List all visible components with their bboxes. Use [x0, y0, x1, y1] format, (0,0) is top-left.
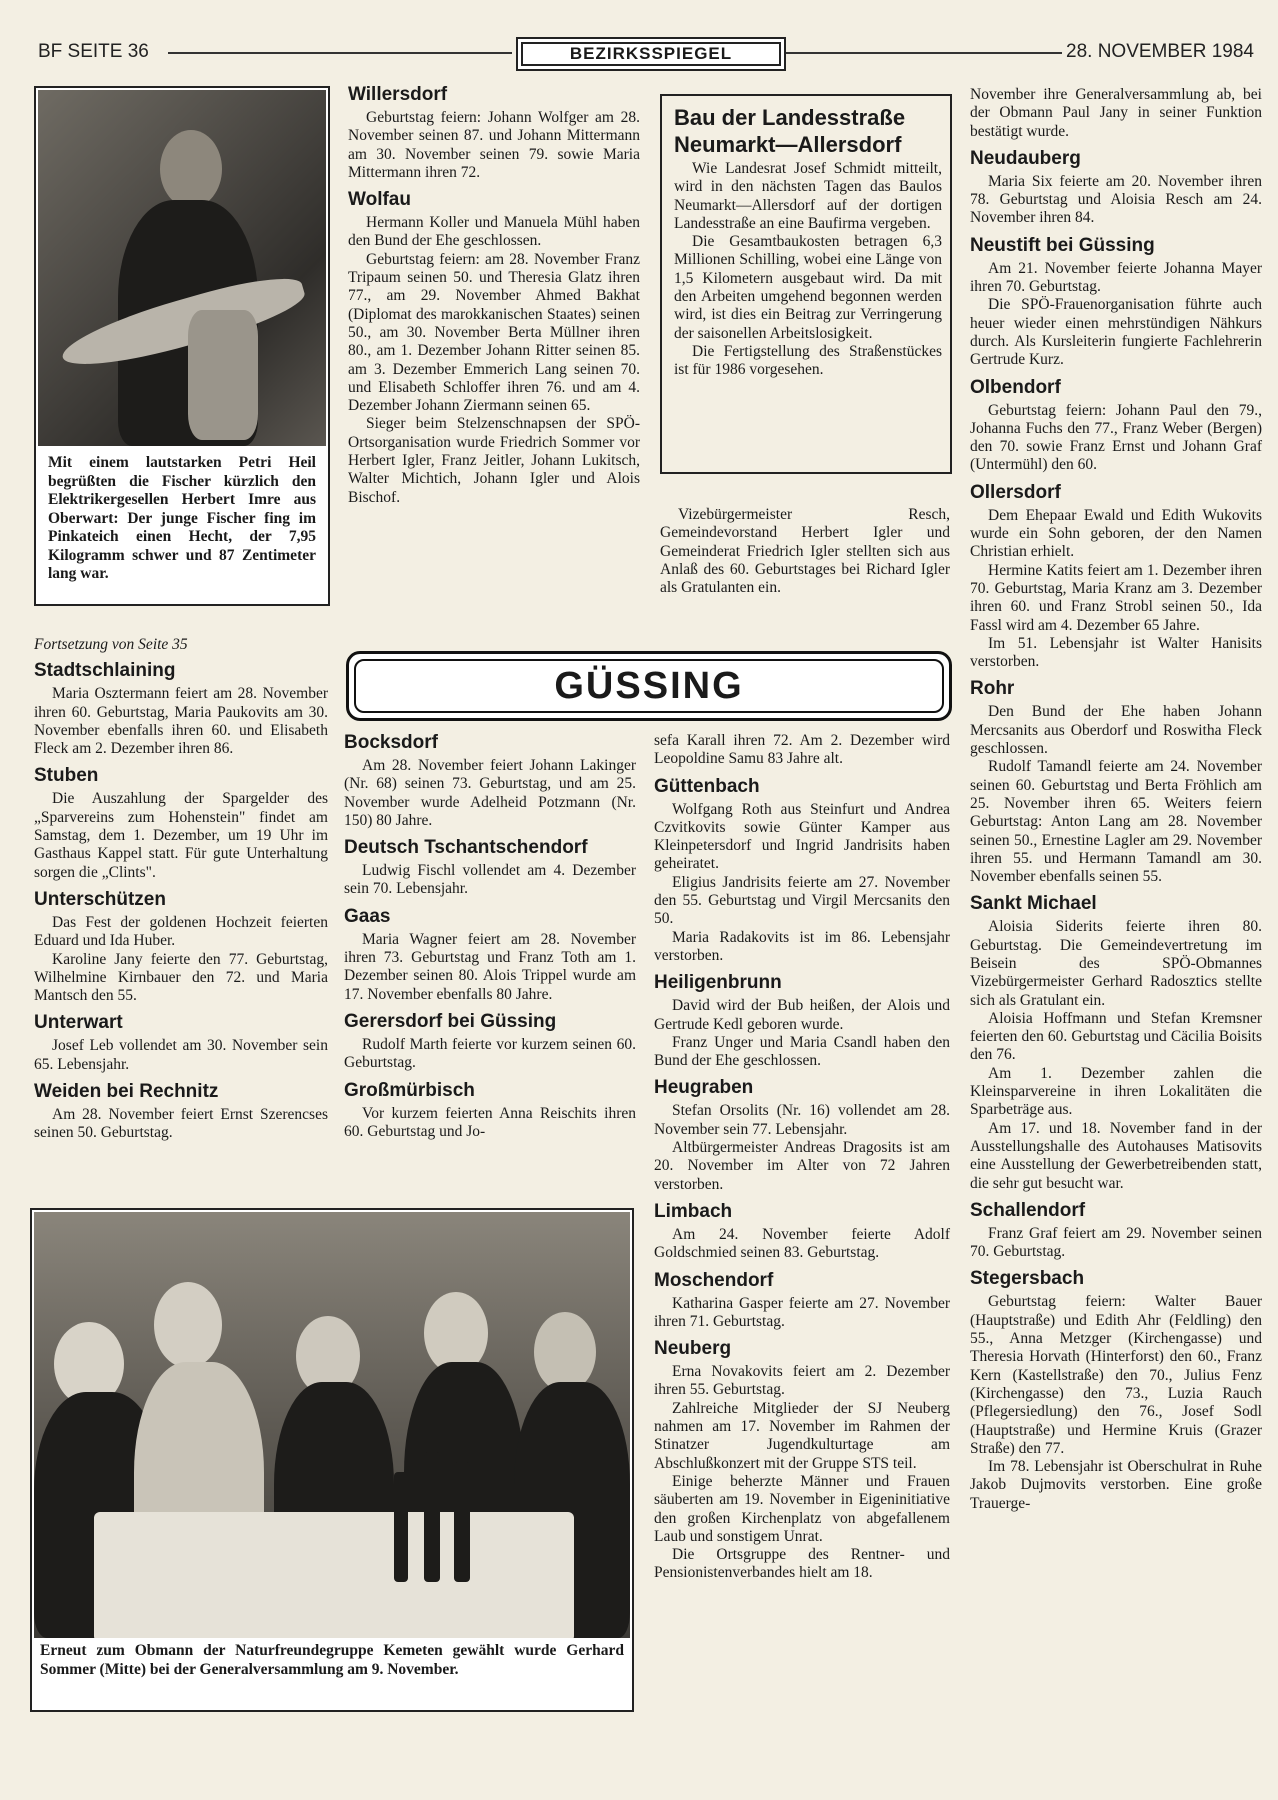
text-ollersdorf-3: Im 51. Lebensjahr ist Walter Hanisits verstorben.: [970, 634, 1262, 671]
heading-stegersbach: Stegersbach: [970, 1268, 1085, 1290]
photo1-frame: [34, 86, 330, 606]
text-neuberg-4: Die Ortsgruppe des Rentner- und Pensionistenverbandes hielt am 18.: [654, 1546, 950, 1582]
text-unterschuetzen-1: Das Fest der goldenen Hochzeit feierten Eduard und Ida Huber.: [34, 913, 328, 950]
landesstrasse-title: Bau der Landesstraße Neumarkt—Allersdorf: [674, 105, 906, 157]
text-heiligenbrunn-1: David wird der Bub heißen, der Alois und Gertrude Kedl geboren wurde.: [654, 997, 950, 1033]
photo1-image: [38, 90, 326, 446]
photo2-caption: Erneut zum Obmann der Naturfreundegruppe Kemeten gewählt wurde Gerhard Sommer (Mitte) bei der Generalversammlung am 9. November.: [40, 1642, 624, 1678]
text-guettenbach-1: Wolfgang Roth aus Steinfurt und Andrea Czvitkovits sowie Günter Kamper aus Kleinpetersdorf und Ingrid Jandrisits haben geheiratet.: [654, 800, 950, 873]
heading-heiligenbrunn: Heiligenbrunn: [654, 972, 782, 994]
photo2-image: [34, 1212, 630, 1638]
text-heiligenbrunn-2: Franz Unger und Maria Csandl haben den Bund der Ehe geschlossen.: [654, 1033, 950, 1070]
text-heugraben-2: Altbürgermeister Andreas Dragosits ist am 20. November im Alter von 72 Jahren verstorben.: [654, 1139, 950, 1193]
header-rule-left: [168, 52, 512, 54]
column-guessing-a: [344, 732, 636, 1141]
heading-unterwart: Unterwart: [34, 1012, 123, 1034]
text-gerersdorf: Rudolf Marth feierte vor kurzem seinen 60. Geburtstag.: [344, 1035, 636, 1072]
text-unterwart: Josef Leb vollendet am 30. November sein 65. Lebensjahr.: [34, 1037, 328, 1073]
text-moschendorf: Katharina Gasper feierte am 27. November ihren 71. Geburtstag.: [654, 1294, 950, 1330]
heading-schallendorf: Schallendorf: [970, 1199, 1086, 1221]
text-neustift-1: Am 21. November feierte Johanna Mayer ihren 70. Geburtstag.: [970, 259, 1262, 296]
text-ollersdorf-2: Hermine Katits feiert am 1. Dezember ihren 70. Geburtstag, Maria Kranz am 3. Dezember ihren 60. und Franz Strobl seinen 50., Ida Fassl wird am 4. Dezember 65 Jahre.: [970, 561, 1262, 634]
heading-gaas: Gaas: [344, 905, 391, 927]
heading-wolfau: Wolfau: [348, 189, 411, 211]
text-deutsch-tschantschendorf: Ludwig Fischl vollendet am 4. Dezember sein 70. Lebensjahr.: [344, 862, 636, 898]
heading-gerersdorf: Gerersdorf bei Güssing: [344, 1010, 557, 1032]
text-neuberg-2: Zahlreiche Mitglieder der SJ Neuberg nahmen am 17. November im Rahmen der Stinatzer Jugendkulturtage am Abschlußkonzert mit der Gruppe STS teil.: [654, 1399, 950, 1472]
text-stadtschlaining: Maria Osztermann feiert am 28. November ihren 60. Geburtstag, Maria Paukovits am 30. November ebenfalls ihren 60. und Elisabeth Fleck am 2. Dezember ihren 86.: [34, 685, 328, 758]
guessing-title-text: GÜSSING: [554, 665, 744, 707]
heading-neuberg: Neuberg: [654, 1338, 732, 1360]
heading-stuben: Stuben: [34, 765, 99, 787]
text-neuberg-3: Einige beherzte Männer und Frauen säuberten am 19. November in Eigeninitiative den großen Kirchenplatz von abgefallenem Laub und sonstigem Unrat.: [654, 1472, 950, 1545]
text-limbach: Am 24. November feierte Adolf Goldschmied seinen 83. Geburtstag.: [654, 1225, 950, 1262]
text-guettenbach-2: Eligius Jandrisits feierte am 27. November den 55. Geburtstag und Virgil Mercsanits den 50.: [654, 873, 950, 928]
text-sankt-michael-2: Aloisia Hoffmann und Stefan Kremsner feierten den 60. Geburtstag und Cäcilia Boisits den 76.: [970, 1009, 1262, 1064]
text-landesstrasse-1: Wie Landesrat Josef Schmidt mitteilt, wird in den nächsten Tagen das Baulos Neumarkt—Allersdorf auf der dortigen Landesstraße an eine Baufirma vergeben.: [674, 160, 942, 232]
photo1-caption: Mit einem lautstarken Petri Heil begrüßten die Fischer kürzlich den Elektrikergesellen Herbert Imre aus Oberwart: Der junge Fischer fing im Pinkateich einen Hecht, der 7,95 Kilogramm schwer und 87 Zentimeter lang war.: [48, 454, 316, 582]
text-ollersdorf-1: Dem Ehepaar Ewald und Edith Wukovits wurde ein Sohn geboren, der den Namen Christian erhielt.: [970, 506, 1262, 561]
heading-stadtschlaining: Stadtschlaining: [34, 660, 176, 682]
heading-limbach: Limbach: [654, 1200, 733, 1222]
text-neuberg-1: Erna Novakovits feiert am 2. Dezember ihren 55. Geburtstag.: [654, 1363, 950, 1399]
heading-guettenbach: Güttenbach: [654, 775, 760, 797]
text-weiden: Am 28. November feiert Ernst Szerencses seinen 50. Geburtstag.: [34, 1106, 328, 1142]
text-heugraben-1: Stefan Orsolits (Nr. 16) vollendet am 28. November sein 77. Lebensjahr.: [654, 1102, 950, 1138]
issue-date: 28. NOVEMBER 1984: [1066, 41, 1254, 62]
text-neustift-2: Die SPÖ-Frauenorganisation führte auch heuer wieder einen mehrstündigen Nähkurs durch. Als Kursleiterin fungierte Fachlehrerin Gertrude Kurz.: [970, 296, 1262, 369]
text-stegersbach-2: Im 78. Lebensjahr ist Oberschulrat in Ruhe Jakob Dujmovits verstorben. Eine große Trauerge-: [970, 1458, 1262, 1512]
section-banner: [516, 37, 786, 71]
heading-deutsch-tschantschendorf: Deutsch Tschantschendorf: [344, 837, 588, 859]
guessing-section-title: [346, 651, 952, 721]
text-stuben: Die Auszahlung der Spargelder des „Sparvereins zum Hohenstein" findet am Samstag, dem 1. Dezember, um 19 Uhr im Gasthaus Kappel statt. Für gute Unterhaltung sorgen die „Clints".: [34, 790, 328, 881]
text-gaas: Maria Wagner feiert am 28. November ihren 73. Geburtstag und Franz Toth am 1. Dezember seinen 80. Alois Trippel wurde am 17. November ebenfalls 80 Jahre.: [344, 930, 636, 1003]
landesstrasse-box: [660, 94, 952, 474]
heading-neudauberg: Neudauberg: [970, 147, 1081, 169]
text-landesstrasse-3: Die Fertigstellung des Straßenstückes ist für 1986 vorgesehen.: [674, 342, 942, 379]
text-rohr-2: Rudolf Tamandl feierte am 24. November seinen 60. Geburtstag und Berta Fröhlich am 25. November ihren 65. Weiters feiern Geburtstag: Anton Lang am 28. November seinen 50., Ernestine Lagler am 29. November ihren 55. und Hermann Tamandl am 30. November ebenfalls seinen 55.: [970, 758, 1262, 886]
text-olbendorf: Geburtstag feiern: Johann Paul den 79., Johanna Fuchs den 77., Franz Weber (Bergen) den 70. sowie Franz Ernst und Johann Graf (Untermühl) den 60.: [970, 401, 1262, 474]
page-number: BF SEITE 36: [38, 41, 149, 62]
text-wolfau-1: Hermann Koller und Manuela Mühl haben den Bund der Ehe geschlossen.: [348, 214, 640, 250]
text-bocksdorf: Am 28. November feiert Johann Lakinger (Nr. 68) seinen 73. Geburtstag, und am 25. November wurde Adelheid Potzmann (Nr. 150) 80 Jahre.: [344, 757, 636, 829]
text-schallendorf: Franz Graf feiert am 29. November seinen 70. Geburtstag.: [970, 1224, 1262, 1261]
column-willersdorf-wolfau: [348, 84, 640, 507]
heading-unterschuetzen: Unterschützen: [34, 888, 166, 910]
text-generalversammlung: November ihre Generalversammlung ab, bei der Obmann Paul Jany in seiner Funktion bestätigt wurde.: [970, 86, 1262, 140]
column-right: [970, 86, 1262, 1513]
heading-ollersdorf: Ollersdorf: [970, 481, 1061, 503]
text-rohr-1: Den Bund der Ehe haben Johann Mercsanits aus Oberdorf und Roswitha Fleck geschlossen.: [970, 703, 1262, 758]
heading-heugraben: Heugraben: [654, 1077, 754, 1099]
heading-moschendorf: Moschendorf: [654, 1269, 774, 1291]
text-landesstrasse-2: Die Gesamtbaukosten betragen 6,3 Millionen Schilling, wobei eine Länge von 1,5 Kilometern ausgebaut wird. Da mit den Arbeiten umgehend begonnen werden wird, ist dies ein Beitrag zur Verringerung der saisonellen Arbeitslosigkeit.: [674, 233, 942, 342]
text-resch-gratulation: Vizebürgermeister Resch, Gemeindevorstand Herbert Igler und Gemeinderat Friedrich Igler stellten sich aus Anlaß des 60. Geburtstages bei Richard Igler als Gratulanten ein.: [660, 506, 950, 597]
landesstrasse-body: [674, 160, 942, 380]
text-sankt-michael-3: Am 1. Dezember zahlen die Kleinsparvereine in ihren Lokalitäten die Sparbeträge aus.: [970, 1064, 1262, 1119]
text-unterschuetzen-2: Karoline Jany feierte den 77. Geburtstag, Wilhelmine Kirnbauer den 72. und Maria Mantsch den 55.: [34, 950, 328, 1005]
column-resch: [660, 506, 950, 597]
heading-willersdorf: Willersdorf: [348, 84, 448, 105]
text-grossmuerbisch: Vor kurzem feierten Anna Reischits ihren 60. Geburtstag und Jo-: [344, 1104, 636, 1140]
text-guettenbach-3: Maria Radakovits ist im 86. Lebensjahr verstorben.: [654, 928, 950, 964]
heading-grossmuerbisch: Großmürbisch: [344, 1079, 475, 1101]
heading-neustift: Neustift bei Güssing: [970, 234, 1155, 256]
text-sankt-michael-1: Aloisia Siderits feierte ihren 80. Geburtstag. Die Gemeindevertretung im Beisein des SPÖ-Obmannes Vizebürgermeister Gerhard Radosztics stellte sich als Gratulant ein.: [970, 918, 1262, 1009]
heading-sankt-michael: Sankt Michael: [970, 893, 1097, 915]
heading-rohr: Rohr: [970, 678, 1015, 700]
text-neudauberg: Maria Six feierte am 20. November ihren 78. Geburtstag und Aloisia Resch am 24. November ihren 84.: [970, 172, 1262, 227]
section-banner-label: BEZIRKSSPIEGEL: [569, 44, 733, 63]
text-sankt-michael-4: Am 17. und 18. November fand in der Ausstellungshalle des Autohauses Matisovits eine Ausstellung der Gewerbetreibenden statt, die sehr gut besucht war.: [970, 1119, 1262, 1192]
text-wolfau-2: Geburtstag feiern: am 28. November Franz Tripaum seinen 50. und Theresia Glatz ihren 77., am 29. November Ahmed Bakhat (Diplomat des marokkanischen Staates) seinen 50., am 30. November Berta Müllner ihren 80., am 1. Dezember Johann Ritter seinen 85. am 3. Dezember Emmerich Lang seinen 70. und Elisabeth Schloffer ihren 76. und am 4. Dezember Johann Ziermann seinen 65.: [348, 250, 640, 415]
column-left: [34, 636, 328, 1143]
photo2-frame: [30, 1208, 634, 1712]
heading-weiden: Weiden bei Rechnitz: [34, 1081, 219, 1103]
heading-bocksdorf: Bocksdorf: [344, 732, 438, 753]
text-stegersbach-1: Geburtstag feiern: Walter Bauer (Hauptstraße) und Edith Ahr (Feldling) den 55., Anna Metzger (Kirchengasse) und Theresia Horvath (Hinterforst) den 60., Franz Kern (Kastellstraße) den 70., Julius Fenz (Kirchengasse) den 73., Luzia Rauch (Pflegersiedlung) den 76., Josef Sodl (Hauptstraße) und Hermine Kruis (Grazer Straße) den 77.: [970, 1293, 1262, 1457]
heading-olbendorf: Olbendorf: [970, 376, 1061, 398]
fortsetzung-note: Fortsetzung von Seite 35: [34, 636, 188, 653]
text-wolfau-3: Sieger beim Stelzenschnapsen der SPÖ-Ortsorganisation wurde Friedrich Sommer vor Herbert Igler, Franz Jeitler, Johann Lukitsch, Walter Michtich, Johann Igler und Alois Bischof.: [348, 415, 640, 506]
column-guessing-b: [654, 732, 950, 1583]
text-willersdorf: Geburtstag feiern: Johann Wolfger am 28. November seinen 87. und Johann Mittermann am 30. November seinen 79. sowie Maria Mittermann ihren 72.: [348, 109, 640, 181]
header-rule-right: [786, 52, 1062, 54]
text-grossmuerbisch-cont: sefa Karall ihren 72. Am 2. Dezember wird Leopoldine Samu 83 Jahre alt.: [654, 732, 950, 768]
